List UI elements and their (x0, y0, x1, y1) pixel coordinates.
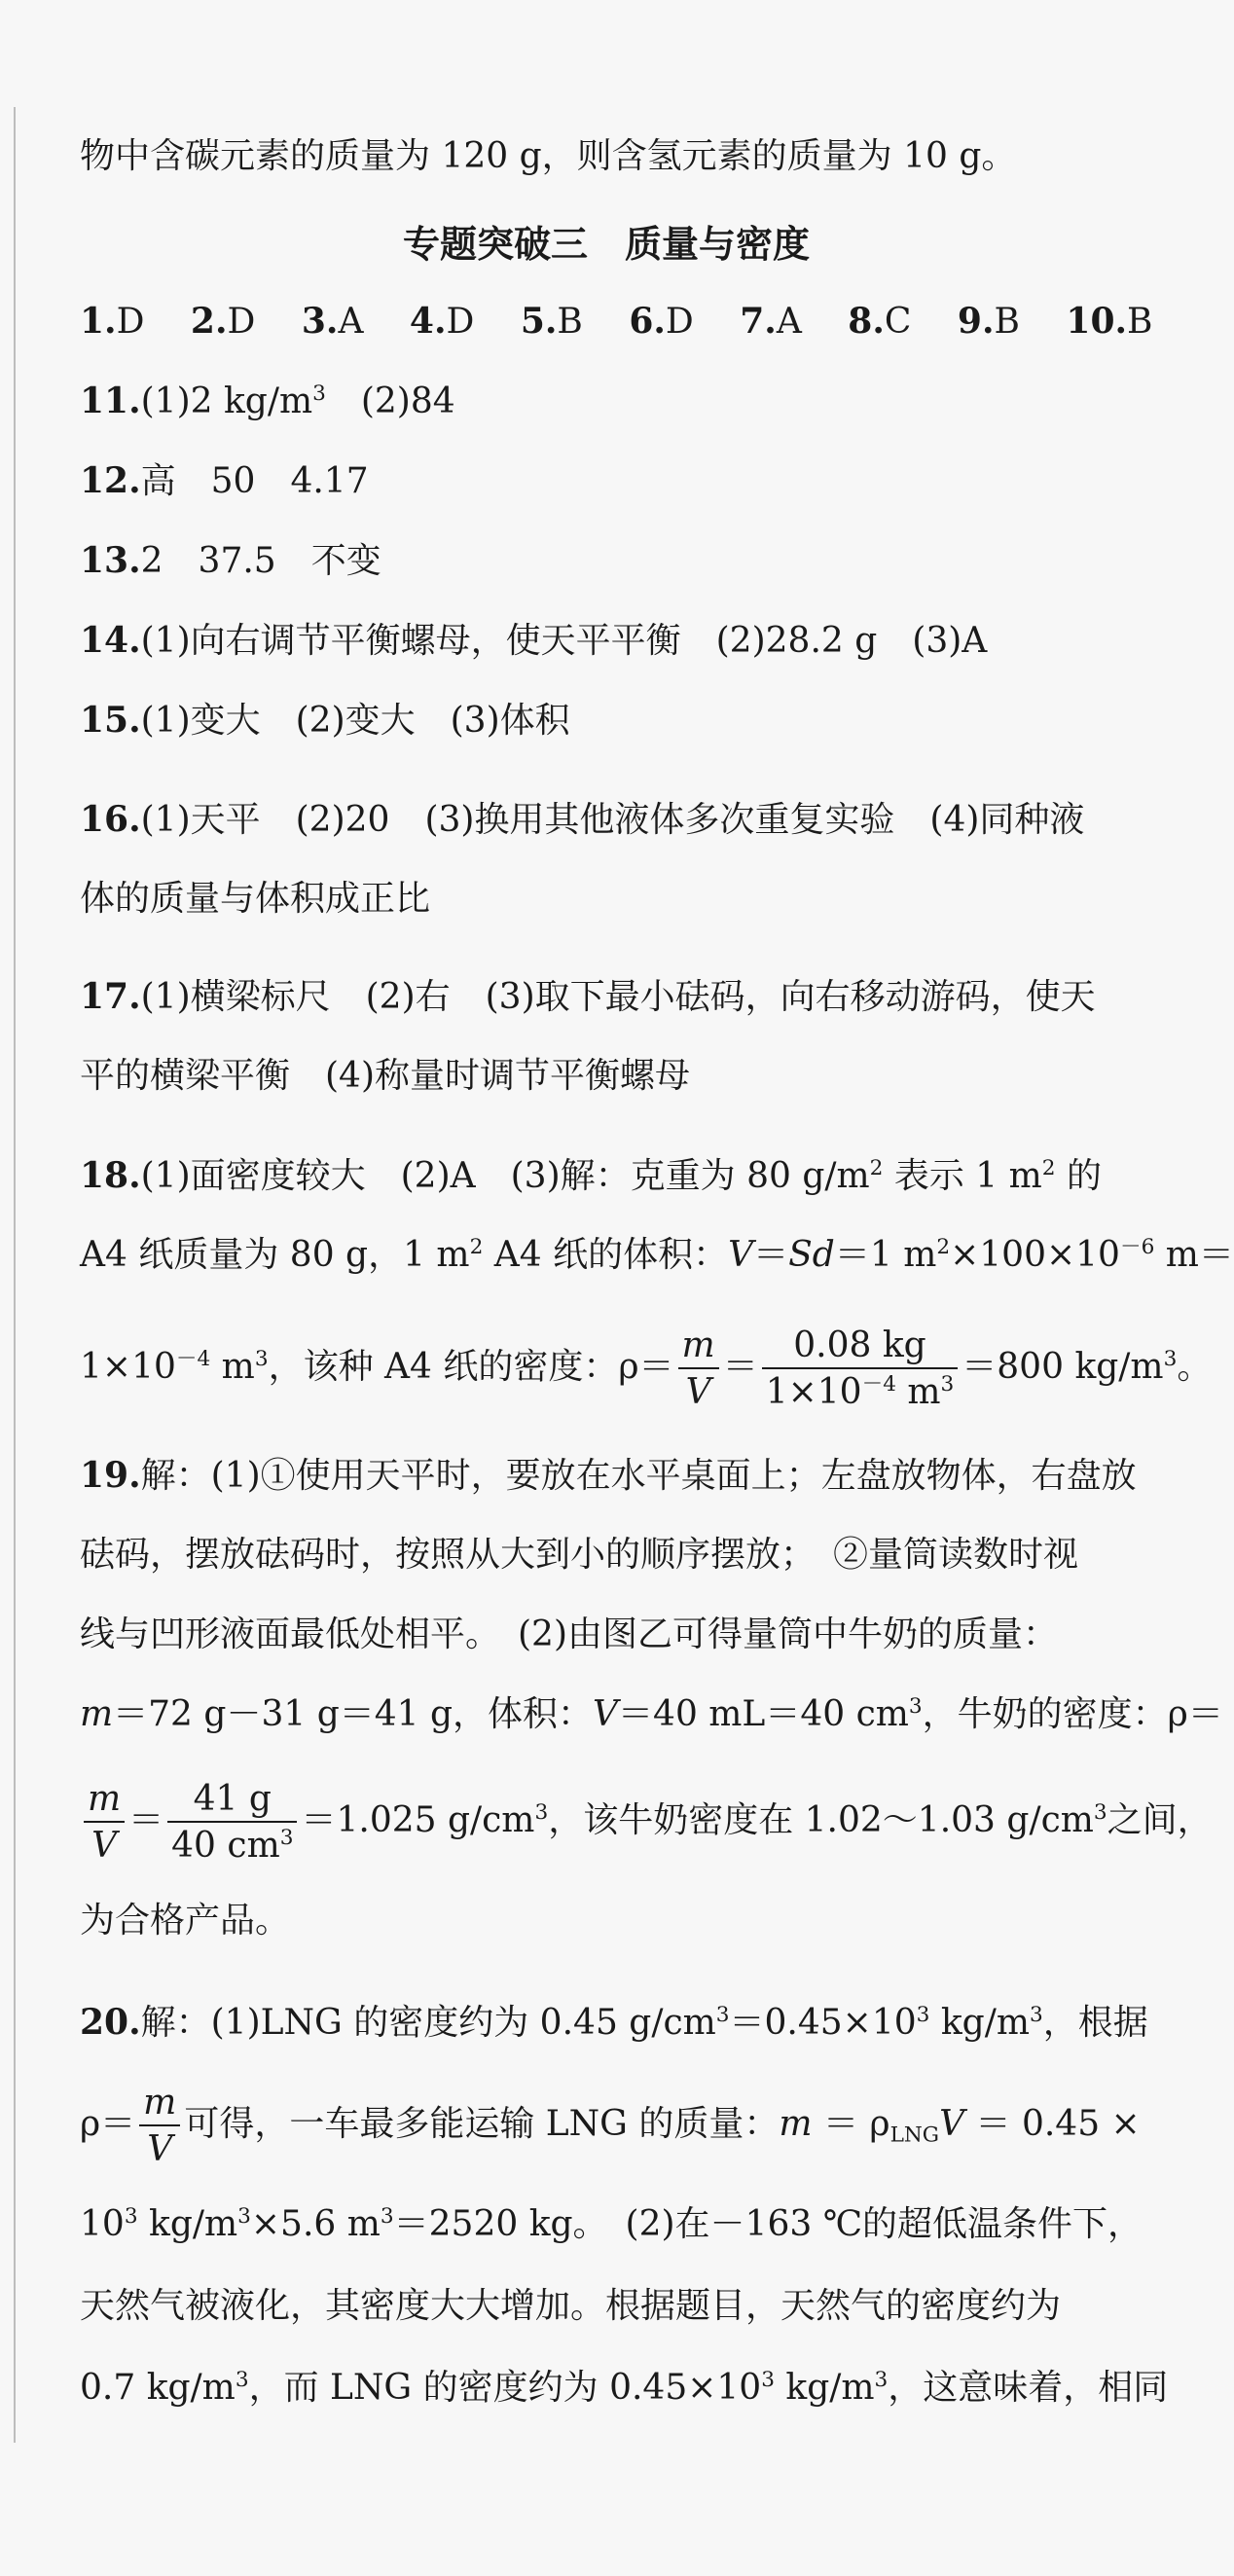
question-15: 15.(1)变大 (2)变大 (3)体积 (80, 700, 570, 741)
fraction-m-over-v: $\frac{m}{V}$ (139, 2086, 180, 2167)
answer-item: 2.D (190, 301, 256, 342)
question-19-line-3: 线与凹形液面最低处相平。 (2)由图乙可得量筒中牛奶的质量： (80, 1615, 1058, 1654)
question-19-line-6: 为合格产品。 (80, 1901, 291, 1941)
question-20-line-3: $10^3$ $kg/m^3\times 5.6$ $m^3=2520$ kg。 (2)在－163 ℃的超低温条件下， (80, 2204, 1143, 2244)
answers-1-10 (80, 298, 1153, 345)
question-19-line-2: 砝码，摆放砝码时，按照从大到小的顺序摆放； ②量筒读数时视 (80, 1535, 1079, 1575)
question-20-line-2: ρ＝ $\frac{m}{V}$ 可得，一车最多能运输 LNG 的质量：$m = \rho_{LNG}V = 0.45$ × (80, 2083, 1141, 2169)
question-16-line-2: 体的质量与体积成正比 (80, 879, 431, 919)
answer-item: 1.D (80, 301, 145, 342)
question-16-line-1: 16.(1)天平 (2)20 (3)换用其他液体多次重复实验 (4)同种液 (80, 799, 1085, 840)
question-19-line-4: m＝72 g－31 g＝41 g，体积：V＝40 mL＝40 $cm^3$，牛奶的密度：ρ＝ (80, 1694, 1223, 1734)
question-20-line-1: 20.解：(1)LNG 的密度约为 0.45 $g/cm^3=0.45\times 10^3$ $kg/m^3$，根据 (80, 2002, 1148, 2043)
question-20-line-5: 0.7 $kg/m^3$，而 LNG 的密度约为 $0.45\times 10^3$ $kg/m^3$，这意味着，相同 (80, 2368, 1169, 2408)
fraction-m-over-v: $\frac{m}{V}$ (678, 1328, 719, 1410)
answer-item: 8.C (848, 301, 912, 342)
question-20-line-4: 天然气被液化，其密度大大增加。根据题目，天然气的密度约为 (80, 2286, 1062, 2326)
question-14: 14.(1)向右调节平衡螺母，使天平平衡 (2)28.2 g (3)A (80, 620, 988, 661)
answer-item: 3.A (301, 301, 364, 342)
question-18-line-3: $1\times 10^{-4}$ $m^3$，该种 A4 纸的密度：ρ＝ $\frac{m}{V}$ ＝ $\frac{0.08 kg}{1\times 10^{-4} m^3}$ ＝800 $kg/m^3$。 (80, 1325, 1213, 1412)
question-18-line-2: A4 纸质量为 80 g，1 $m^2$ A4 纸的体积：V＝Sd＝1 $m^2\times 100\times 10^{-6}$ m＝ (80, 1235, 1234, 1275)
answer-item: 5.B (520, 301, 583, 342)
margin-line (14, 107, 16, 2443)
fraction-density-calc: $\frac{0.08 kg}{1\times 10^{-4} m^3}$ (762, 1328, 959, 1410)
fraction-m-over-v: $\frac{m}{V}$ (84, 1782, 125, 1864)
answer-item: 7.A (740, 301, 802, 342)
answer-item: 4.D (409, 301, 475, 342)
text-line-carry-over: 物中含碳元素的质量为 120 g，则含氢元素的质量为 10 g。 (80, 136, 1017, 176)
question-11: 11.(1)2 $kg/m^3$ (2)84 (80, 381, 455, 421)
question-17-line-2: 平的横梁平衡 (4)称量时调节平衡螺母 (80, 1056, 690, 1096)
question-18-line-1: 18.(1)面密度较大 (2)A (3)解：克重为 80 $g/m^2$ 表示 1 $m^2$ 的 (80, 1155, 1102, 1196)
answer-item: 10.B (1066, 301, 1153, 342)
answer-item: 6.D (629, 301, 694, 342)
question-19-line-5: $\frac{m}{V}$ ＝ $\frac{41 g}{40 cm^3}$ ＝1.025 $g/cm^3$，该牛奶密度在 1.02～1.03 $g/cm^3$之间， (80, 1767, 1150, 1874)
question-13: 13.2 37.5 不变 (80, 540, 381, 581)
question-12: 12.高 50 4.17 (80, 460, 369, 501)
question-19-line-1: 19.解：(1)①使用天平时，要放在水平桌面上；左盘放物体，右盘放 (80, 1455, 1137, 1496)
answer-item: 9.B (957, 301, 1020, 342)
question-17-line-1: 17.(1)横梁标尺 (2)右 (3)取下最小砝码，向右移动游码，使天 (80, 976, 1096, 1017)
section-title: 专题突破三 质量与密度 (402, 223, 810, 266)
fraction-milk-density: $\frac{41 g}{40 cm^3}$ (167, 1782, 297, 1864)
